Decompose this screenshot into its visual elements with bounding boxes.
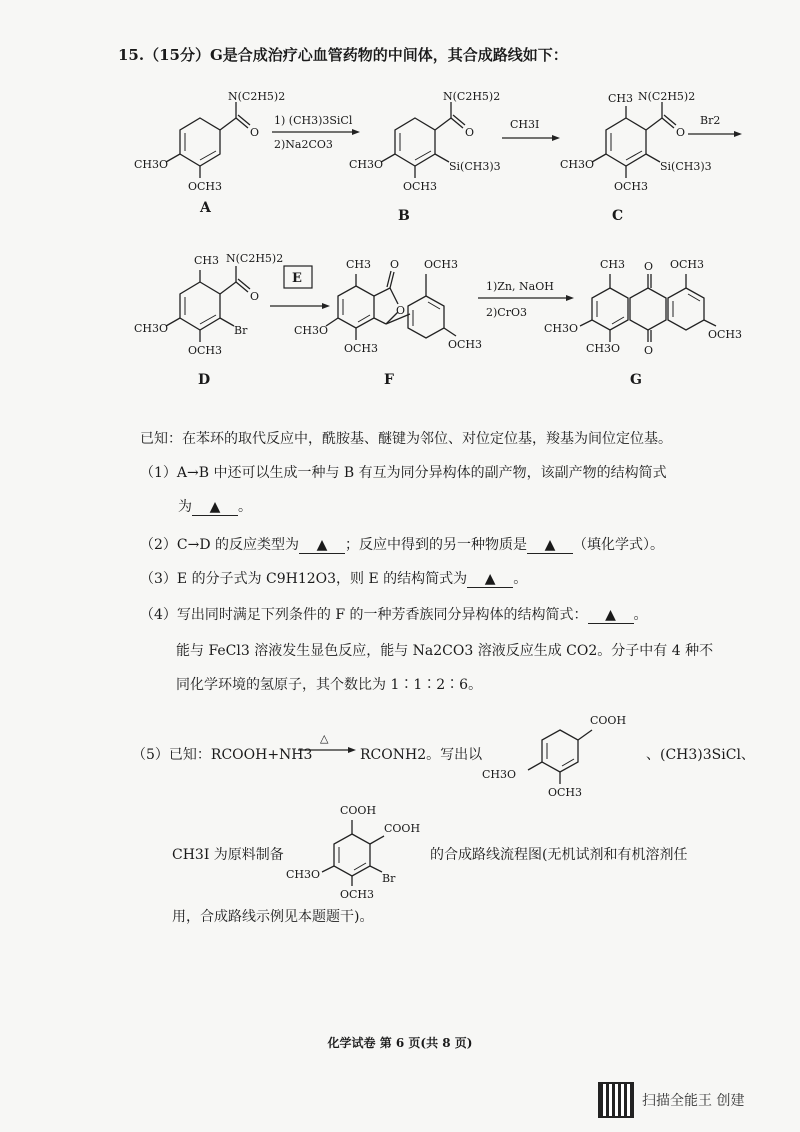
svg-text:OCH3: OCH3 <box>708 328 743 341</box>
answer-blank[interactable]: ▲ <box>527 537 573 554</box>
methoxy-label: CH3O <box>134 158 169 171</box>
svg-text:Br: Br <box>382 872 396 885</box>
label-a: A <box>200 200 211 216</box>
q3-line: （3）E 的分子式为 C9H12O3，则 E 的结构简式为 ▲ 。 <box>140 571 528 587</box>
svg-text:Br2: Br2 <box>700 114 721 127</box>
arrow-f-g <box>476 278 576 324</box>
svg-text:OCH3: OCH3 <box>548 786 583 799</box>
arrow-b-c <box>500 118 560 148</box>
svg-text:CH3O: CH3O <box>544 322 579 335</box>
svg-text:OCH3: OCH3 <box>340 888 375 901</box>
svg-text:CH3O: CH3O <box>586 342 621 355</box>
svg-text:O: O <box>250 290 260 303</box>
svg-text:O: O <box>644 260 654 273</box>
answer-blank[interactable]: ▲ <box>192 499 238 516</box>
arrow-c-d <box>686 112 746 142</box>
svg-text:CH3: CH3 <box>600 258 626 271</box>
svg-text:CH3I: CH3I <box>510 118 540 131</box>
q4-line-2: 能与 FeCl3 溶液发生显色反应，能与 Na2CO3 溶液反应生成 CO2。分子中有 4 种不 <box>176 643 714 659</box>
label-f: F <box>384 372 394 388</box>
amide-label: N(C2H5)2 <box>228 90 286 103</box>
q5-line-1a: （5）已知：RCOOH+NH3 <box>132 747 313 763</box>
label-g: G <box>630 372 642 388</box>
svg-text:COOH: COOH <box>340 804 377 817</box>
svg-text:O: O <box>465 126 475 139</box>
svg-text:1)Zn, NaOH: 1)Zn, NaOH <box>486 280 554 293</box>
tms-label: Si(CH3)3 <box>449 160 501 173</box>
svg-text:O: O <box>676 126 686 139</box>
svg-text:1) (CH3)3SiCl: 1) (CH3)3SiCl <box>274 114 353 127</box>
scanner-watermark <box>598 1082 744 1118</box>
svg-text:CH3O: CH3O <box>482 768 517 781</box>
svg-text:OCH3: OCH3 <box>670 258 705 271</box>
molecule-g <box>544 248 750 368</box>
label-d: D <box>198 372 211 388</box>
molecule-f <box>294 250 483 365</box>
carbonyl-o: O <box>250 126 260 139</box>
label-c: C <box>612 208 624 224</box>
q1-line-2: 为 ▲ 。 <box>178 499 252 515</box>
q4-line-3: 同化学环境的氢原子，其个数比为 1∶1∶2∶6。 <box>176 677 483 693</box>
box-e: E <box>292 271 302 286</box>
svg-text:COOH: COOH <box>384 822 421 835</box>
svg-text:OCH3: OCH3 <box>448 338 483 351</box>
svg-text:N(C2H5)2: N(C2H5)2 <box>226 252 284 265</box>
q5-line-2a: CH3I 为原料制备 <box>172 847 284 863</box>
q4-line-1: （4）写出同时满足下列条件的 F 的一种芳香族同分异构体的结构简式： ▲ 。 <box>140 607 648 623</box>
svg-text:OCH3: OCH3 <box>614 180 649 193</box>
svg-text:CH3: CH3 <box>346 258 372 271</box>
target-molecule <box>282 800 442 904</box>
svg-text:COOH: COOH <box>590 714 627 727</box>
svg-text:2)Na2CO3: 2)Na2CO3 <box>274 138 333 151</box>
svg-text:OCH3: OCH3 <box>424 258 459 271</box>
q1-line-1: （1）A→B 中还可以生成一种与 B 有互为同分异构体的副产物，该副产物的结构简式 <box>140 465 667 481</box>
molecule-b <box>345 88 505 198</box>
svg-text:OCH3: OCH3 <box>403 180 438 193</box>
molecule-d <box>130 252 284 367</box>
svg-text:CH3O: CH3O <box>286 868 321 881</box>
answer-blank[interactable]: ▲ <box>588 607 634 624</box>
svg-text:CH3: CH3 <box>608 92 634 105</box>
q5-line-1c: 、(CH3)3SiCl、 <box>646 747 755 763</box>
svg-text:Si(CH3)3: Si(CH3)3 <box>660 160 712 173</box>
svg-text:△: △ <box>320 732 329 745</box>
svg-text:CH3O: CH3O <box>294 324 329 337</box>
methoxy-label: OCH3 <box>188 180 223 193</box>
svg-text:O: O <box>396 304 406 317</box>
svg-text:CH3O: CH3O <box>560 158 595 171</box>
svg-text:2)CrO3: 2)CrO3 <box>486 306 527 319</box>
q5-line-2b: 的合成路线流程图(无机试剂和有机溶剂任 <box>430 847 688 863</box>
svg-text:OCH3: OCH3 <box>188 344 223 357</box>
answer-blank[interactable]: ▲ <box>467 571 513 588</box>
svg-text:OCH3: OCH3 <box>344 342 379 355</box>
q2-line: （2）C→D 的反应类型为 ▲ ；反应中得到的另一种物质是 ▲ （填化学式）。 <box>140 537 665 553</box>
svg-text:Br: Br <box>234 324 248 337</box>
answer-blank[interactable]: ▲ <box>299 537 345 554</box>
svg-text:N(C2H5)2: N(C2H5)2 <box>638 90 696 103</box>
svg-text:CH3O: CH3O <box>349 158 384 171</box>
svg-text:O: O <box>644 344 654 357</box>
watermark-text: 扫描全能王 创建 <box>642 1093 745 1109</box>
qr-code-icon <box>598 1082 634 1118</box>
reactant-acid <box>470 700 640 800</box>
molecule-a <box>130 88 286 198</box>
svg-text:CH3O: CH3O <box>134 322 169 335</box>
question-title: 15.（15分）G是合成治疗心血管药物的中间体，其合成路线如下： <box>118 46 568 64</box>
svg-text:N(C2H5)2: N(C2H5)2 <box>443 90 501 103</box>
svg-text:CH3: CH3 <box>194 254 220 267</box>
svg-text:O: O <box>390 258 400 271</box>
page-footer: 化学试卷 第 6 页(共 8 页) <box>327 1036 473 1050</box>
heat-arrow <box>296 730 356 760</box>
label-b: B <box>398 208 410 224</box>
q5-line-3: 用，合成路线示例见本题题干)。 <box>172 909 374 925</box>
known-text: 已知：在苯环的取代反应中，酰胺基、醚键为邻位、对位定位基，羧基为间位定位基。 <box>140 431 672 447</box>
q5-line-1b: RCONH2。写出以 <box>360 747 483 763</box>
molecule-c <box>556 88 716 198</box>
